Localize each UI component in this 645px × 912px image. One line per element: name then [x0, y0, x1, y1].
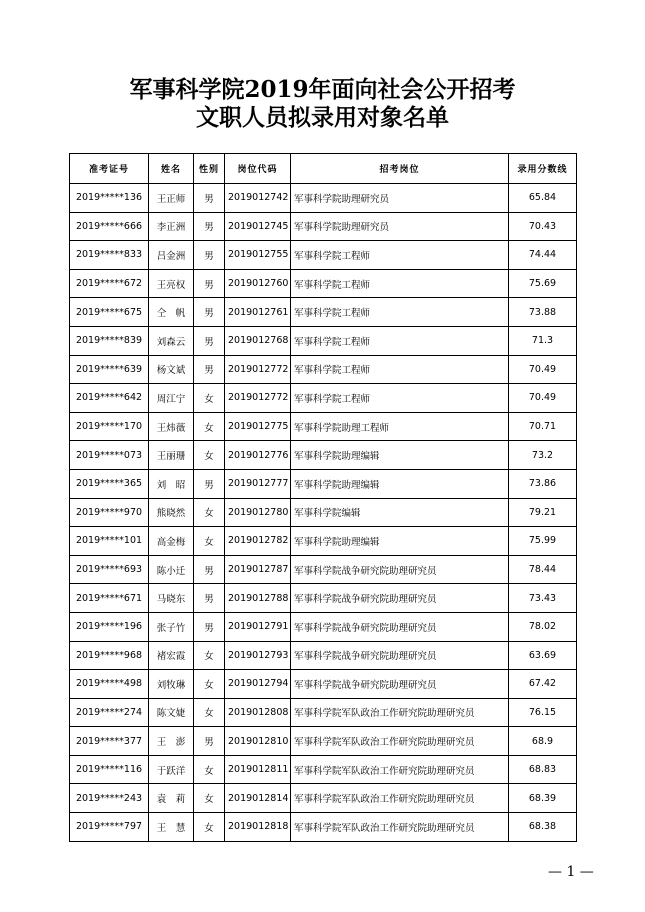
cell-post-code: 2019012791: [225, 612, 291, 641]
cell-sex: 女: [194, 670, 225, 699]
cell-score: 67.42: [509, 670, 577, 699]
cell-sex: 男: [194, 612, 225, 641]
cell-sex: 男: [194, 269, 225, 298]
cell-sex: 女: [194, 784, 225, 813]
cell-name: 周江宁: [149, 384, 194, 413]
cell-sex: 女: [194, 441, 225, 470]
table-row: [70, 612, 577, 641]
cell-score: 73.86: [509, 469, 577, 498]
cell-position: 军事科学院战争研究院助理研究员: [291, 612, 509, 641]
cell-name: 陈小迁: [149, 555, 194, 584]
header-position: 招考岗位: [291, 154, 509, 184]
cell-exam-id: 2019*****170: [70, 412, 149, 441]
cell-exam-id: 2019*****243: [70, 784, 149, 813]
cell-name: 吕金洲: [149, 241, 194, 270]
header-score: 录用分数线: [509, 154, 577, 184]
cell-name: 王亮权: [149, 269, 194, 298]
table-row: [70, 469, 577, 498]
cell-exam-id: 2019*****639: [70, 355, 149, 384]
cell-post-code: 2019012810: [225, 727, 291, 756]
cell-post-code: 2019012788: [225, 584, 291, 613]
cell-sex: 女: [194, 527, 225, 556]
cell-sex: 男: [194, 584, 225, 613]
cell-position: 军事科学院战争研究院助理研究员: [291, 584, 509, 613]
cell-score: 73.43: [509, 584, 577, 613]
cell-position: 军事科学院工程师: [291, 326, 509, 355]
cell-exam-id: 2019*****365: [70, 469, 149, 498]
cell-sex: 女: [194, 412, 225, 441]
cell-sex: 男: [194, 184, 225, 213]
table-row: [70, 755, 577, 784]
cell-exam-id: 2019*****797: [70, 813, 149, 842]
cell-name: 于跃洋: [149, 755, 194, 784]
table-row: [70, 212, 577, 241]
cell-post-code: 2019012742: [225, 184, 291, 213]
cell-name: 王炜薇: [149, 412, 194, 441]
cell-name: 杨文斌: [149, 355, 194, 384]
cell-exam-id: 2019*****377: [70, 727, 149, 756]
cell-score: 73.88: [509, 298, 577, 327]
table-row: [70, 412, 577, 441]
cell-post-code: 2019012787: [225, 555, 291, 584]
cell-exam-id: 2019*****693: [70, 555, 149, 584]
cell-name: 王正师: [149, 184, 194, 213]
cell-exam-id: 2019*****970: [70, 498, 149, 527]
cell-name: 刘 昭: [149, 469, 194, 498]
document-title-line-2: 文职人员拟录用对象名单: [196, 104, 449, 131]
cell-post-code: 2019012814: [225, 784, 291, 813]
table-row: [70, 670, 577, 699]
page-number: — 1 —: [548, 864, 594, 880]
cell-name: 褚宏霞: [149, 641, 194, 670]
cell-score: 70.49: [509, 384, 577, 413]
cell-score: 78.02: [509, 612, 577, 641]
cell-sex: 男: [194, 326, 225, 355]
cell-name: 张子竹: [149, 612, 194, 641]
cell-score: 70.49: [509, 355, 577, 384]
cell-name: 王 澎: [149, 727, 194, 756]
cell-exam-id: 2019*****073: [70, 441, 149, 470]
cell-position: 军事科学院军队政治工作研究院助理研究员: [291, 784, 509, 813]
cell-name: 袁 莉: [149, 784, 194, 813]
cell-sex: 女: [194, 498, 225, 527]
cell-name: 高金梅: [149, 527, 194, 556]
table-row: [70, 641, 577, 670]
cell-name: 王 慧: [149, 813, 194, 842]
table-row: [70, 355, 577, 384]
cell-post-code: 2019012782: [225, 527, 291, 556]
cell-score: 68.9: [509, 727, 577, 756]
header-sex: 性别: [194, 154, 225, 184]
cell-position: 军事科学院助理编辑: [291, 469, 509, 498]
cell-sex: 男: [194, 241, 225, 270]
cell-position: 军事科学院工程师: [291, 269, 509, 298]
cell-post-code: 2019012760: [225, 269, 291, 298]
candidate-table: [69, 153, 577, 842]
cell-score: 76.15: [509, 698, 577, 727]
cell-exam-id: 2019*****136: [70, 184, 149, 213]
cell-sex: 男: [194, 298, 225, 327]
table-row: [70, 498, 577, 527]
cell-score: 75.99: [509, 527, 577, 556]
table-row: [70, 727, 577, 756]
cell-sex: 女: [194, 698, 225, 727]
cell-score: 63.69: [509, 641, 577, 670]
table-row: [70, 241, 577, 270]
cell-post-code: 2019012793: [225, 641, 291, 670]
table-body: [70, 184, 577, 842]
cell-post-code: 2019012775: [225, 412, 291, 441]
table-row: [70, 298, 577, 327]
table-row: [70, 813, 577, 842]
cell-position: 军事科学院工程师: [291, 241, 509, 270]
cell-position: 军事科学院助理工程师: [291, 412, 509, 441]
table-row: [70, 184, 577, 213]
cell-name: 陈文婕: [149, 698, 194, 727]
cell-name: 刘牧琳: [149, 670, 194, 699]
cell-exam-id: 2019*****968: [70, 641, 149, 670]
cell-position: 军事科学院编辑: [291, 498, 509, 527]
table-row: [70, 584, 577, 613]
table-header-row: [70, 154, 577, 184]
cell-sex: 女: [194, 755, 225, 784]
cell-position: 军事科学院军队政治工作研究院助理研究员: [291, 698, 509, 727]
cell-name: 熊晓然: [149, 498, 194, 527]
cell-score: 68.83: [509, 755, 577, 784]
cell-exam-id: 2019*****196: [70, 612, 149, 641]
cell-exam-id: 2019*****671: [70, 584, 149, 613]
cell-exam-id: 2019*****642: [70, 384, 149, 413]
cell-exam-id: 2019*****675: [70, 298, 149, 327]
cell-exam-id: 2019*****833: [70, 241, 149, 270]
table-row: [70, 784, 577, 813]
cell-score: 70.43: [509, 212, 577, 241]
cell-position: 军事科学院助理编辑: [291, 441, 509, 470]
cell-name: 仝 帆: [149, 298, 194, 327]
document-title-line-1: 军事科学院2019年面向社会公开招考: [129, 76, 516, 103]
table-row: [70, 326, 577, 355]
cell-post-code: 2019012772: [225, 355, 291, 384]
cell-post-code: 2019012818: [225, 813, 291, 842]
cell-sex: 女: [194, 641, 225, 670]
cell-name: 王丽珊: [149, 441, 194, 470]
cell-score: 70.71: [509, 412, 577, 441]
cell-exam-id: 2019*****116: [70, 755, 149, 784]
cell-post-code: 2019012772: [225, 384, 291, 413]
cell-post-code: 2019012808: [225, 698, 291, 727]
cell-post-code: 2019012745: [225, 212, 291, 241]
cell-position: 军事科学院战争研究院助理研究员: [291, 670, 509, 699]
cell-score: 79.21: [509, 498, 577, 527]
table-row: [70, 527, 577, 556]
cell-position: 军事科学院助理研究员: [291, 212, 509, 241]
header-exam-id: 准考证号: [70, 154, 149, 184]
cell-exam-id: 2019*****672: [70, 269, 149, 298]
cell-score: 73.2: [509, 441, 577, 470]
cell-post-code: 2019012768: [225, 326, 291, 355]
table-row: [70, 698, 577, 727]
cell-sex: 男: [194, 469, 225, 498]
cell-score: 68.38: [509, 813, 577, 842]
cell-position: 军事科学院军队政治工作研究院助理研究员: [291, 755, 509, 784]
header-post-code: 岗位代码: [225, 154, 291, 184]
table-row: [70, 269, 577, 298]
cell-score: 68.39: [509, 784, 577, 813]
cell-position: 军事科学院工程师: [291, 298, 509, 327]
cell-exam-id: 2019*****666: [70, 212, 149, 241]
cell-post-code: 2019012776: [225, 441, 291, 470]
cell-position: 军事科学院战争研究院助理研究员: [291, 641, 509, 670]
cell-exam-id: 2019*****101: [70, 527, 149, 556]
table-row: [70, 384, 577, 413]
cell-sex: 男: [194, 212, 225, 241]
table-row: [70, 441, 577, 470]
cell-score: 65.84: [509, 184, 577, 213]
cell-score: 71.3: [509, 326, 577, 355]
cell-position: 军事科学院工程师: [291, 355, 509, 384]
cell-position: 军事科学院军队政治工作研究院助理研究员: [291, 813, 509, 842]
cell-post-code: 2019012755: [225, 241, 291, 270]
cell-name: 刘森云: [149, 326, 194, 355]
cell-post-code: 2019012811: [225, 755, 291, 784]
cell-sex: 男: [194, 555, 225, 584]
header-name: 姓名: [149, 154, 194, 184]
cell-sex: 女: [194, 384, 225, 413]
cell-post-code: 2019012780: [225, 498, 291, 527]
cell-exam-id: 2019*****839: [70, 326, 149, 355]
cell-sex: 男: [194, 727, 225, 756]
table-row: [70, 555, 577, 584]
cell-position: 军事科学院助理编辑: [291, 527, 509, 556]
cell-score: 74.44: [509, 241, 577, 270]
cell-post-code: 2019012761: [225, 298, 291, 327]
cell-sex: 男: [194, 355, 225, 384]
cell-sex: 女: [194, 813, 225, 842]
cell-position: 军事科学院战争研究院助理研究员: [291, 555, 509, 584]
cell-score: 75.69: [509, 269, 577, 298]
cell-post-code: 2019012794: [225, 670, 291, 699]
cell-position: 军事科学院助理研究员: [291, 184, 509, 213]
cell-exam-id: 2019*****274: [70, 698, 149, 727]
cell-post-code: 2019012777: [225, 469, 291, 498]
cell-position: 军事科学院军队政治工作研究院助理研究员: [291, 727, 509, 756]
cell-score: 78.44: [509, 555, 577, 584]
cell-exam-id: 2019*****498: [70, 670, 149, 699]
cell-name: 李正洲: [149, 212, 194, 241]
cell-name: 马晓东: [149, 584, 194, 613]
cell-position: 军事科学院工程师: [291, 384, 509, 413]
